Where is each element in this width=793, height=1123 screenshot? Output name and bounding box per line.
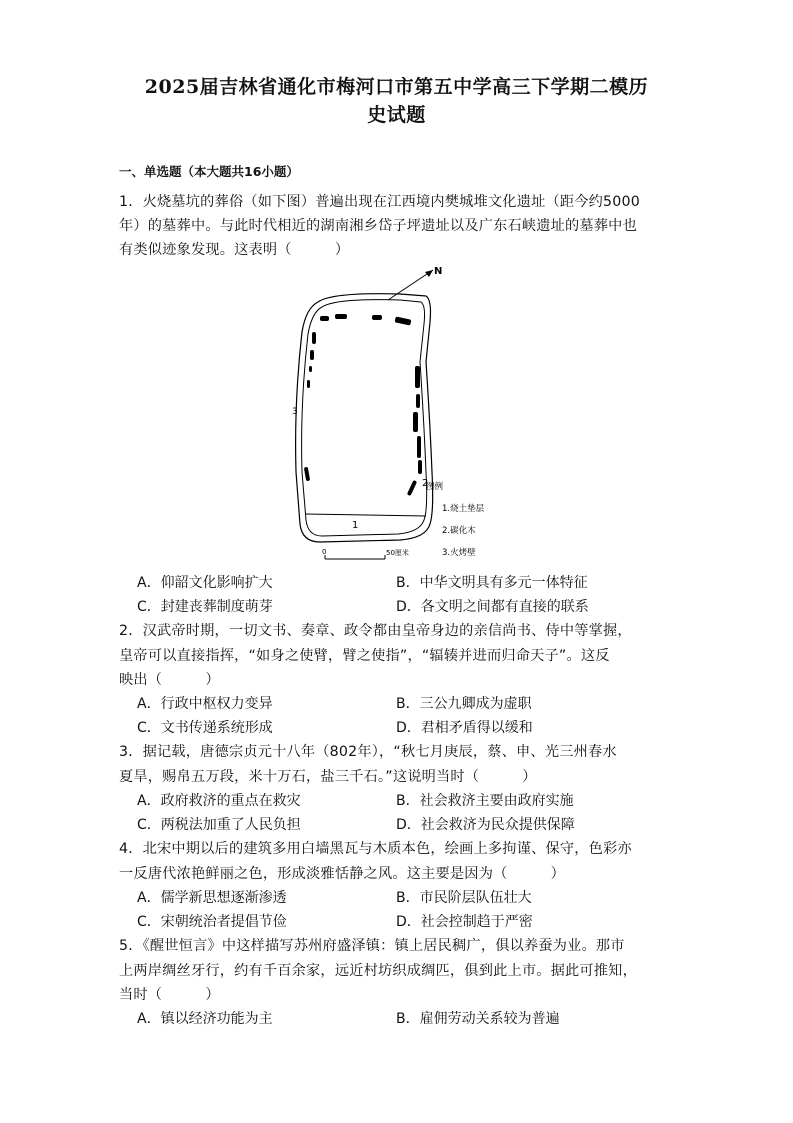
mark-3: 3 (292, 407, 298, 417)
q1-option-b[interactable]: B．中华文明具有多元一体特征 (396, 575, 588, 591)
page-title-line-2: 史试题 (367, 104, 426, 126)
q2-line-1: 2．汉武帝时期，一切文书、奏章、政令都由皇帝身边的亲信尚书、侍中等掌握， (119, 623, 632, 639)
q1-line-3: 有类似迹象发现。这表明（ ） (119, 242, 350, 258)
pit-inner-wall (302, 300, 427, 536)
q3-option-d[interactable]: D．社会救济为民众提供保障 (396, 817, 575, 833)
q4-option-d[interactable]: D．社会控制趋于严密 (396, 914, 533, 930)
q3-option-a[interactable]: A．政府救济的重点在救灾 (137, 793, 301, 809)
q3-line-2: 夏旱，赐帛五万段，米十万石，盐三千石。”这说明当时（ ） (119, 769, 537, 785)
charred-wood-marks (304, 314, 422, 496)
mark-2: 2 (422, 478, 429, 489)
legend-item-1: 1.烧土垫层 (442, 504, 485, 514)
q4-line-1: 4．北宋中期以后的建筑多用白墙黑瓦与木质本色，绘画上多拘谨、保守，色彩亦 (119, 841, 632, 857)
legend-title: 图例 (426, 482, 444, 492)
q1-line-2: 年）的墓葬中。与此时代相近的湖南湘乡岱子坪遗址以及广东石峡遗址的墓葬中也 (119, 218, 637, 234)
q2-option-d[interactable]: D．君相矛盾得以缓和 (396, 720, 533, 736)
q2-option-c[interactable]: C．文书传递系统形成 (137, 720, 273, 736)
pit-outer-wall (296, 294, 433, 542)
q5-line-1: 5．《醒世恒言》中这样描写苏州府盛泽镇：镇上居民稠广，俱以养蚕为业。那市 (119, 938, 625, 954)
q4-option-b[interactable]: B．市民阶层队伍壮大 (396, 890, 532, 906)
q5-line-3: 当时（ ） (119, 987, 220, 1003)
tomb-pit-figure (280, 262, 520, 567)
q1-line-1: 1．火烧墓坑的葬俗（如下图）普遍出现在江西境内樊城堆文化遗址（距今约5000 (119, 194, 640, 210)
tomb-pit-diagram (280, 262, 520, 567)
north-arrow-head (425, 270, 433, 277)
q3-option-c[interactable]: C．两税法加重了人民负担 (137, 817, 301, 833)
q3-line-1: 3．据记载，唐德宗贞元十八年（802年），“秋七月庚辰，蔡、申、光三州春水 (119, 744, 617, 760)
q5-option-a[interactable]: A．镇以经济功能为主 (137, 1011, 273, 1027)
mark-1: 1 (352, 520, 359, 531)
q2-option-b[interactable]: B．三公九卿成为虚职 (396, 696, 532, 712)
q4-option-c[interactable]: C．宋朝统治者提倡节俭 (137, 914, 287, 930)
q1-option-a[interactable]: A．仰韶文化影响扩大 (137, 575, 273, 591)
q2-option-a[interactable]: A．行政中枢权力变异 (137, 696, 273, 712)
q4-option-a[interactable]: A．儒学新思想逐渐渗透 (137, 890, 287, 906)
section-heading: 一、单选题（本大题共16小题） (119, 164, 299, 179)
north-label: N (434, 266, 443, 277)
legend-item-2: 2.碳化木 (442, 526, 476, 536)
q5-line-2: 上两岸绸丝牙行，约有千百余家，远近村坊织成绸匹，俱到此上市。据此可推知， (119, 963, 637, 979)
burnt-soil-layer-line (306, 514, 426, 516)
q1-option-c[interactable]: C．封建丧葬制度萌芽 (137, 599, 273, 615)
page-title-line-1: 2025届吉林省通化市梅河口市第五中学高三下学期二模历 (144, 76, 649, 98)
q1-option-d[interactable]: D．各文明之间都有直接的联系 (396, 599, 589, 615)
legend-item-3: 3.火烤壁 (442, 548, 476, 558)
scale-label: 50厘米 (386, 549, 409, 557)
q5-option-b[interactable]: B．雇佣劳动关系较为普遍 (396, 1011, 560, 1027)
q3-option-b[interactable]: B．社会救济主要由政府实施 (396, 793, 574, 809)
q4-line-2: 一反唐代浓艳鲜丽之色，形成淡雅恬静之风。这主要是因为（ ） (119, 866, 566, 882)
scale-zero: 0 (322, 548, 327, 556)
q2-line-3: 映出（ ） (119, 672, 220, 688)
q2-line-2: 皇帝可以直接指挥，“如身之使臂，臂之使指”，“辐辏并进而归命天子”。这反 (119, 648, 610, 664)
